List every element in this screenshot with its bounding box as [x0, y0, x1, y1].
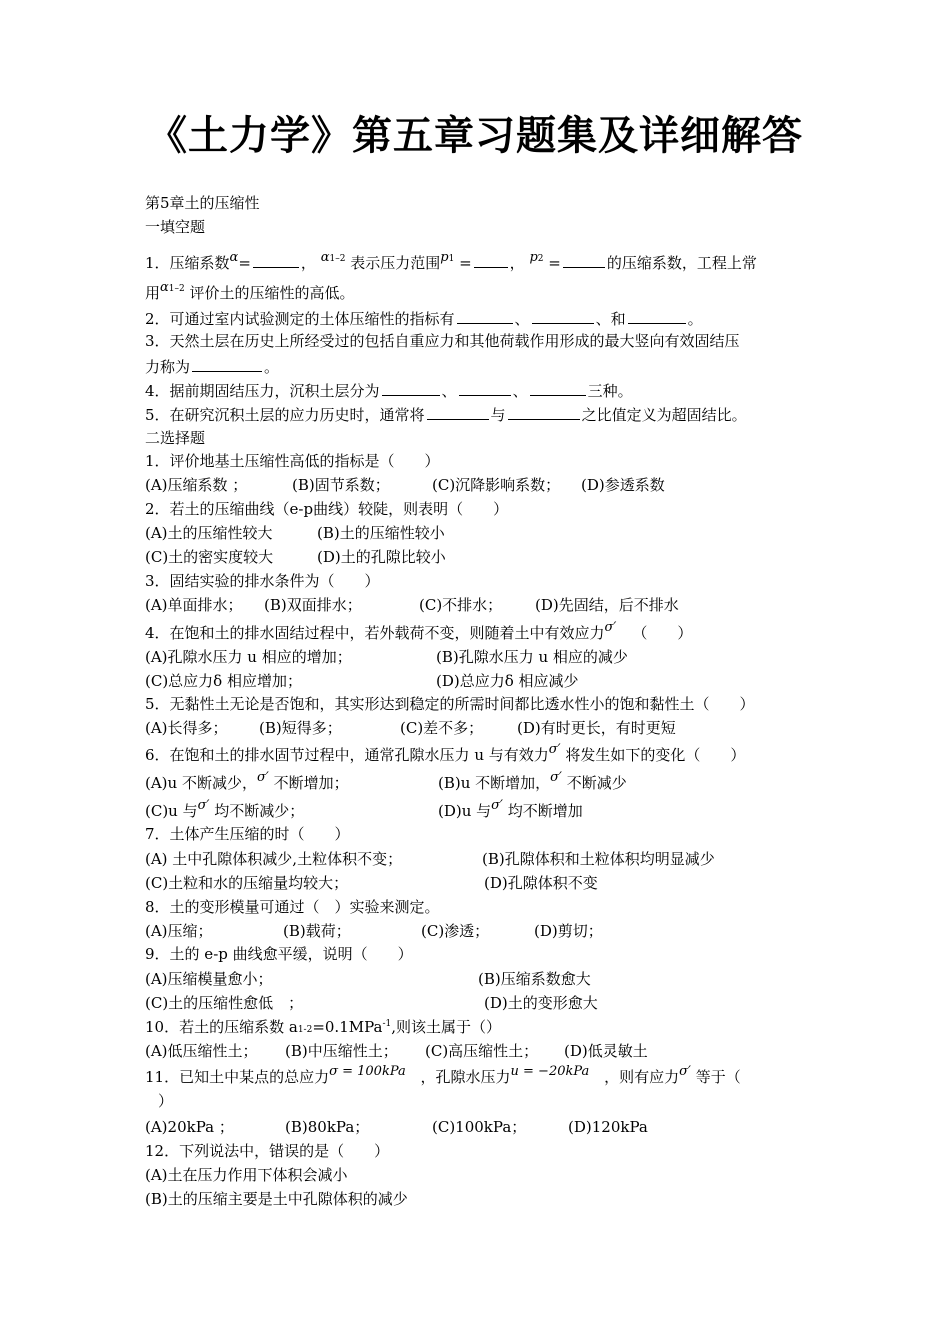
- option-b[interactable]: (B)压缩系数愈大: [478, 970, 591, 988]
- option-c[interactable]: (C)渗透；: [421, 922, 490, 940]
- total-stress-expression: σ = 100kPa: [329, 1064, 406, 1079]
- option-a[interactable]: (A)长得多；: [145, 719, 228, 737]
- option-d[interactable]: (D)参透系数: [581, 476, 665, 494]
- choice-q10: 10．若土的压缩系数 a1-2=0.1MPa$^{-1}$,则该土属于（）: [145, 1018, 502, 1036]
- blank[interactable]: [474, 253, 508, 268]
- option-a[interactable]: (A)u 不断减少，σ′ 不断增加；: [145, 770, 349, 792]
- choice-q11: 11．已知土中某点的总应力σ = 100kPa ，孔隙水压力u = −20kPa ，则有应力σ′ 等于（: [145, 1064, 741, 1086]
- p1-symbol: p1: [440, 250, 455, 265]
- choice-q12: 12．下列说法中，错误的是（ ）: [145, 1142, 390, 1160]
- blank[interactable]: [382, 381, 440, 396]
- fill-q3-cont: 力称为 。: [145, 358, 280, 376]
- choice-q6: 6．在饱和土的排水固节过程中，通常孔隙水压力 u 与有效力σ′ 将发生如下的变化（ ）: [145, 742, 746, 764]
- option-c[interactable]: (C)总应力δ 相应增加；: [145, 672, 302, 690]
- blank[interactable]: [563, 253, 605, 268]
- sigma-prime-symbol: σ′: [550, 770, 562, 785]
- option-c[interactable]: (C)土的密实度较大: [145, 548, 274, 566]
- fill-q1: 1．压缩系数α= ， α1–2 表示压力范围p1 = ， p2 = 的压缩系数，工程上常: [145, 250, 757, 272]
- blank[interactable]: [532, 309, 594, 324]
- choice-q4: 4．在饱和土的排水固结过程中，若外载荷不变，则随着土中有效应力σ′ （ ）: [145, 620, 693, 642]
- option-d[interactable]: (D)低灵敏土: [564, 1042, 648, 1060]
- option-b[interactable]: (B)孔隙水压力 u 相应的减少: [436, 648, 628, 666]
- blank[interactable]: [192, 357, 262, 372]
- sigma-prime-symbol: σ′: [256, 770, 269, 785]
- option-c[interactable]: (C)u 与σ′ 均不断减少；: [145, 798, 305, 820]
- option-b[interactable]: (B)80kPa；: [285, 1118, 370, 1136]
- choice-q8: 8．土的变形模量可通过（ ）实验来测定。: [145, 898, 440, 916]
- choice-q1: 1．评价地基土压缩性高低的指标是（ ）: [145, 452, 440, 470]
- option-b[interactable]: (B)双面排水；: [264, 596, 362, 614]
- option-b[interactable]: (B)中压缩性土；: [285, 1042, 398, 1060]
- choice-q5: 5．无黏性土无论是否饱和，其实形达到稳定的所需时间都比透水性小的饱和黏性土（ ）: [145, 695, 755, 713]
- option-a[interactable]: (A)孔隙水压力 u 相应的增加；: [145, 648, 352, 666]
- alpha12-symbol: α1–2: [160, 280, 185, 295]
- section-choice-heading: 二选择题: [145, 429, 206, 447]
- sigma-prime-symbol: σ′: [197, 798, 210, 813]
- fill-q4: 4．据前期固结压力，沉积土层分为 、 、 三种。: [145, 382, 633, 400]
- option-b[interactable]: (B)孔隙体积和土粒体积均明显减少: [482, 850, 715, 868]
- option-b[interactable]: (B)短得多；: [259, 719, 342, 737]
- option-d[interactable]: (D)先固结，后不排水: [535, 596, 679, 614]
- blank[interactable]: [508, 405, 580, 420]
- option-a[interactable]: (A)20kPa ；: [145, 1118, 234, 1136]
- choice-q12-option-b[interactable]: (B)土的压缩主要是土中孔隙体积的减少: [145, 1190, 408, 1208]
- option-d[interactable]: (D)120kPa: [568, 1118, 648, 1136]
- sigma-prime-symbol: σ′: [491, 798, 503, 813]
- option-a[interactable]: (A)低压缩性土；: [145, 1042, 258, 1060]
- option-a[interactable]: (A)单面排水；: [145, 596, 243, 614]
- choice-q11-close: ）: [158, 1092, 174, 1110]
- option-d[interactable]: (D)土的变形愈大: [484, 994, 598, 1012]
- sigma-prime-symbol: σ′: [548, 742, 561, 757]
- option-c[interactable]: (C)土粒和水的压缩量均较大；: [145, 874, 349, 892]
- choice-q12-option-a[interactable]: (A)土在压力作用下体积会减小: [145, 1166, 348, 1184]
- fill-q3: 3．天然土层在历史上所经受过的包括自重应力和其他荷载作用形成的最大竖向有效固结压: [145, 332, 740, 350]
- option-d[interactable]: (D)土的孔隙比较小: [317, 548, 446, 566]
- option-c[interactable]: (C)差不多；: [400, 719, 484, 737]
- option-a[interactable]: (A)土的压缩性较大: [145, 524, 273, 542]
- option-d[interactable]: (D)u 与σ′ 均不断增加: [438, 798, 583, 820]
- fill-q2: 2．可通过室内试验测定的土体压缩性的指标有 、 、和 。: [145, 310, 703, 328]
- choice-q3: 3．固结实验的排水条件为（ ）: [145, 572, 380, 590]
- option-b[interactable]: (B)载荷；: [283, 922, 351, 940]
- option-c[interactable]: (C)不排水；: [419, 596, 503, 614]
- option-b[interactable]: (B)土的压缩性较小: [317, 524, 445, 542]
- blank[interactable]: [457, 309, 513, 324]
- option-c[interactable]: (C)100kPa；: [432, 1118, 527, 1136]
- p2-symbol: p2: [529, 250, 544, 265]
- option-d[interactable]: (D)总应力δ 相应减少: [436, 672, 579, 690]
- page-title: 《土力学》第五章习题集及详细解答: [147, 113, 803, 159]
- choice-q7: 7．土体产生压缩的时（ ）: [145, 825, 350, 843]
- option-d[interactable]: (D)剪切；: [534, 922, 603, 940]
- option-b[interactable]: (B)u 不断增加，σ′ 不断减少: [438, 770, 627, 792]
- option-d[interactable]: (D)有时更长，有时更短: [517, 719, 676, 737]
- option-c[interactable]: (C)高压缩性土；: [425, 1042, 539, 1060]
- blank[interactable]: [459, 381, 511, 396]
- option-a[interactable]: (A) 土中孔隙体积减少,土粒体积不变；: [145, 850, 403, 868]
- sigma-prime-symbol: σ′: [679, 1064, 691, 1079]
- option-d[interactable]: (D)孔隙体积不变: [484, 874, 598, 892]
- blank[interactable]: [427, 405, 489, 420]
- option-c[interactable]: (C)沉降影响系数；: [432, 476, 561, 494]
- fill-q1-cont: 用α1–2 评价土的压缩性的高低。: [145, 280, 355, 302]
- alpha-symbol: α: [229, 250, 239, 265]
- option-a[interactable]: (A)压缩模量愈小；: [145, 970, 273, 988]
- fill-q5: 5．在研究沉积土层的应力历史时，通常将 与 之比值定义为超固结比。: [145, 406, 747, 424]
- alpha12-symbol: α1–2: [320, 250, 346, 265]
- choice-q2: 2．若土的压缩曲线（e-p曲线）较陡，则表明（ ）: [145, 500, 509, 518]
- chapter-heading: 第5章土的压缩性: [145, 194, 260, 212]
- blank[interactable]: [253, 253, 299, 268]
- pore-pressure-expression: u = −20kPa: [510, 1064, 590, 1079]
- section-fill-heading: 一填空题: [145, 218, 206, 236]
- sigma-prime-symbol: σ′: [604, 620, 617, 635]
- option-b[interactable]: (B)固节系数；: [292, 476, 390, 494]
- option-a[interactable]: (A)压缩系数 ；: [145, 476, 248, 494]
- option-a[interactable]: (A)压缩；: [145, 922, 213, 940]
- blank[interactable]: [628, 309, 686, 324]
- blank[interactable]: [530, 381, 586, 396]
- choice-q9: 9．土的 e-p 曲线愈平缓，说明（ ）: [145, 945, 413, 963]
- option-c[interactable]: (C)土的压缩性愈低 ；: [145, 994, 304, 1012]
